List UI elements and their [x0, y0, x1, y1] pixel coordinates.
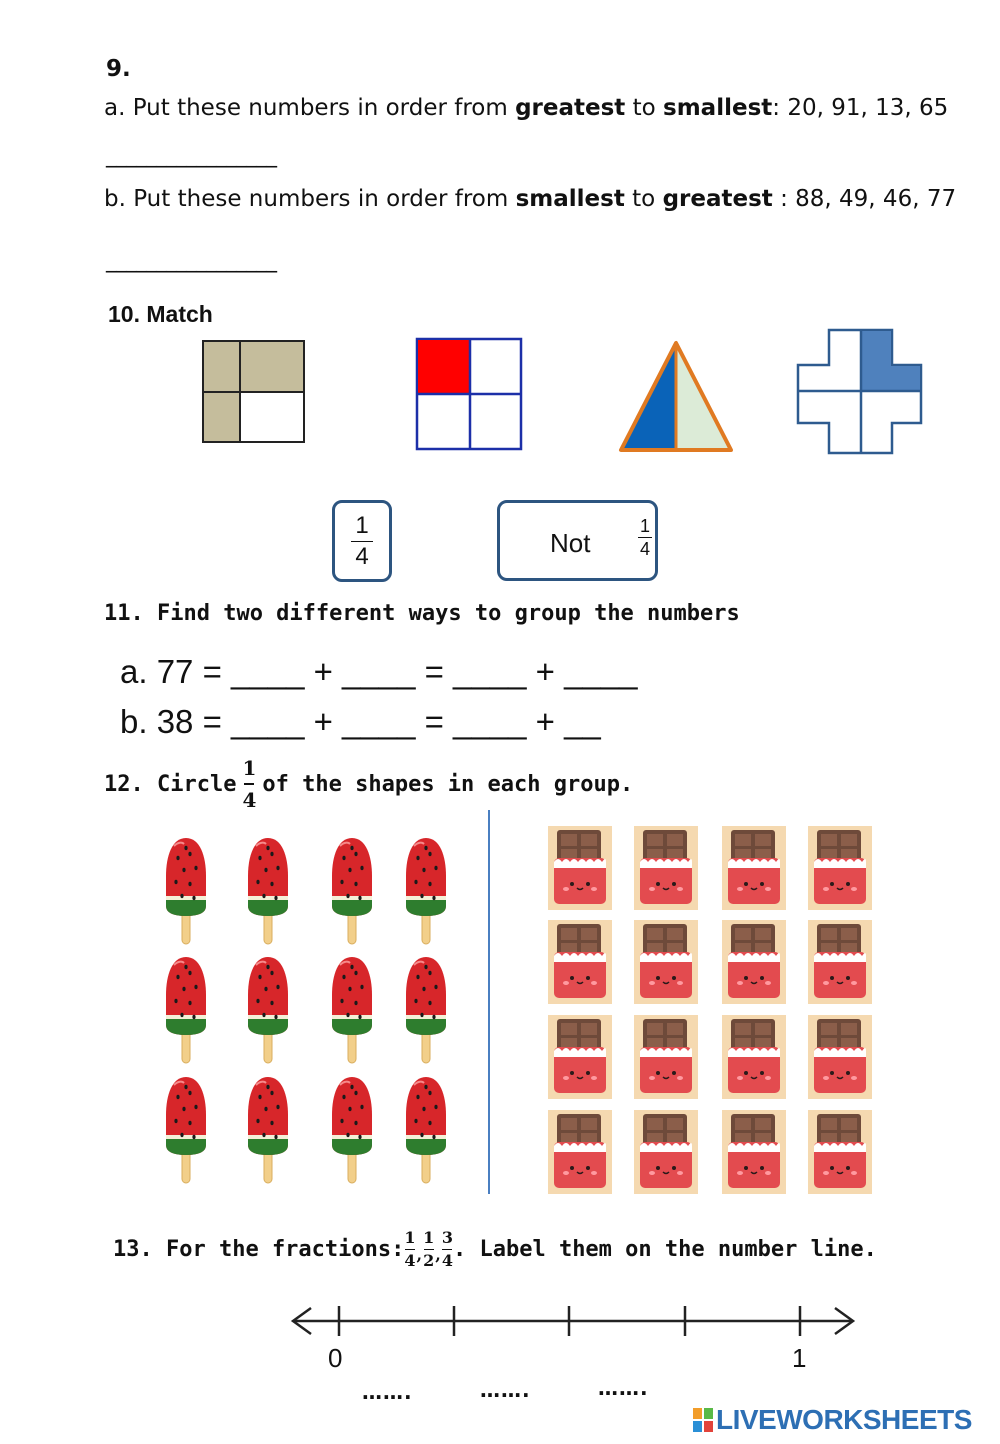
answer-blank-3[interactable]: …….: [598, 1376, 649, 1400]
watermelon-popsicle-icon[interactable]: [246, 1075, 290, 1189]
fraction-1-2: $\frac{1}{2}$: [423, 1228, 435, 1270]
fraction-one-quarter-small: 1 4: [639, 516, 650, 559]
watermelon-popsicle-icon[interactable]: [330, 955, 374, 1069]
chocolate-bar-icon[interactable]: [722, 826, 786, 914]
chocolate-bar-icon[interactable]: [548, 1110, 612, 1198]
shape-cross-quarter[interactable]: [794, 327, 926, 457]
not-label: Not: [550, 528, 591, 558]
shape-square-red-quarter[interactable]: [414, 336, 526, 452]
chocolate-bar-icon[interactable]: [808, 1110, 872, 1198]
answer-line-9a[interactable]: _________________: [106, 143, 276, 168]
chocolate-bar-icon[interactable]: [722, 1110, 786, 1198]
chocolate-bar-icon[interactable]: [722, 920, 786, 1008]
chocolate-bar-icon[interactable]: [722, 1015, 786, 1103]
label-one-quarter-box[interactable]: [332, 500, 392, 582]
chocolate-bar-icon[interactable]: [808, 826, 872, 914]
chocolate-bar-icon[interactable]: [634, 920, 698, 1008]
watermelon-popsicle-icon[interactable]: [246, 836, 290, 950]
watermelon-popsicle-icon[interactable]: [164, 1075, 208, 1189]
chocolate-bar-icon[interactable]: [634, 826, 698, 914]
chocolate-bar-icon[interactable]: [808, 920, 872, 1008]
shape-triangle-halves[interactable]: [617, 338, 735, 456]
chocolate-bar-icon[interactable]: [548, 826, 612, 914]
watermelon-popsicle-icon[interactable]: [164, 836, 208, 950]
answer-blank-2[interactable]: …….: [480, 1378, 531, 1402]
answer-blank-1[interactable]: …….: [362, 1380, 413, 1404]
fraction-1-4: $\frac{1}{4}$: [404, 1228, 416, 1270]
equation-11a[interactable]: a. 77 = ____ + ____ = ____ + ____: [120, 653, 638, 690]
group-divider: [488, 810, 490, 1194]
number-line: [285, 1300, 865, 1350]
liveworksheets-logo-icon: [692, 1406, 714, 1434]
question-10-title: 10. Match: [108, 301, 213, 327]
question-9a-text: a. Put these numbers in order from greatest to smallest: 20, 91, 13, 65: [104, 95, 949, 121]
equation-11b[interactable]: b. 38 = ____ + ____ = ____ + __: [120, 703, 601, 740]
fraction-one-quarter-inline: $\frac{1}{4}$: [242, 756, 257, 812]
number-line-label-1: 1: [792, 1343, 807, 1373]
watermelon-popsicle-icon[interactable]: [246, 955, 290, 1069]
liveworksheets-logo: [692, 1404, 972, 1436]
fraction-3-4: $\frac{3}{4}$: [441, 1228, 453, 1270]
chocolate-bar-icon[interactable]: [634, 1110, 698, 1198]
watermelon-popsicle-icon[interactable]: [404, 836, 448, 950]
number-line-label-0: 0: [328, 1343, 343, 1373]
watermelon-popsicle-icon[interactable]: [404, 1075, 448, 1189]
watermark-text: LIVEWORKSHEETS: [716, 1404, 972, 1435]
watermelon-popsicle-icon[interactable]: [404, 955, 448, 1069]
question-12-title: 12. Circle $\frac{1}{4}$ of the shapes in each group.: [104, 756, 634, 812]
shape-square-tan-three-quarters[interactable]: [200, 338, 310, 448]
label-not-one-quarter-box[interactable]: [497, 500, 658, 581]
chocolate-bar-icon[interactable]: [548, 920, 612, 1008]
question-9b-text: b. Put these numbers in order from smallest to greatest : 88, 49, 46, 77: [104, 186, 957, 212]
watermelon-popsicle-icon[interactable]: [330, 836, 374, 950]
fraction-one-quarter: $\frac{1}{4}$: [351, 514, 373, 569]
chocolate-bar-icon[interactable]: [548, 1015, 612, 1103]
question-11-title: 11. Find two different ways to group the numbers: [104, 601, 740, 626]
question-13-title: 13. For the fractions: $\frac{1}{4}$ , $\frac{1}{2}$ , $\frac{3}{4}$ . Label them on the number line.: [113, 1228, 877, 1270]
chocolate-bar-icon[interactable]: [634, 1015, 698, 1103]
watermelon-popsicle-icon[interactable]: [164, 955, 208, 1069]
fraction-list: $\frac{1}{4}$ , $\frac{1}{2}$ , $\frac{3}{4}$: [404, 1228, 453, 1270]
question-9-number: 9.: [106, 56, 131, 82]
chocolate-bar-icon[interactable]: [808, 1015, 872, 1103]
answer-line-9b[interactable]: _________________: [106, 248, 276, 273]
watermelon-popsicle-icon[interactable]: [330, 1075, 374, 1189]
